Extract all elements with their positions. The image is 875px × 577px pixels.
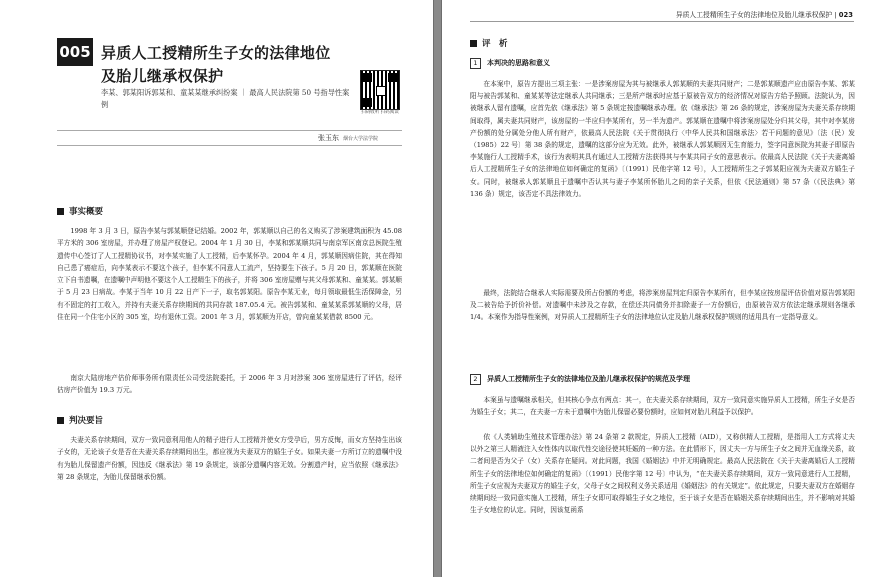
section-heading-analysis: 评 析	[470, 37, 508, 49]
running-head: 异质人工授精所生子女的法律地位及胎儿继承权保护 | 023	[675, 11, 853, 19]
facts-paragraph-2: 南京大陆房地产估价师事务所有限责任公司受法院委托，于 2006 年 3 月对涉案 306 室房屋进行了评估，经评估房产价值为 19.3 万元。	[57, 374, 402, 395]
analysis-paragraph-3: 本案虽与遗嘱继承相关，但其核心争点有两点：其一，在夫妻关系存续期间，双方一致同意实施异质人工授精，所生子女是否为婚生子女；其二，在夫妻一方未于遗嘱中为胎儿保留必要份额时，应如何对胎儿利益予以保护。	[470, 396, 855, 417]
holding-paragraph: 夫妻关系存续期间，双方一致同意利用他人的精子进行人工授精并使女方受孕后，男方反悔，而女方坚持生出该子女的，无论该子女是否在夫妻关系存续期间出生，都应视为夫妻双方的婚生子女。如果夫妻一方所订立的遗嘱中没有为胎儿保留遗产份额，因违反《继承法》第 19 条规定，该部分遗嘱内容无效。分割遗产时，应当依照《继承法》第 28 条规定，为胎儿保留继承份额。	[57, 436, 402, 481]
square-bullet-icon	[57, 417, 64, 424]
running-head-title: 异质人工授精所生子女的法律地位及胎儿继承权保护	[675, 11, 833, 19]
divider	[57, 130, 402, 131]
divider	[470, 21, 854, 22]
subsection-heading-1: 1 本判决的思路和意义	[470, 58, 550, 69]
qr-code-icon	[360, 70, 400, 110]
case-title-line-2: 及胎儿继承权保护	[101, 67, 224, 85]
author-affiliation: 烟台大学法学院	[343, 136, 379, 142]
author-line	[318, 133, 378, 143]
case-number-badge: 005	[57, 38, 93, 66]
case-title-line-1: 异质人工授精所生子女的法律地位	[101, 44, 331, 62]
subsection-heading-2: 2 异质人工授精所生子女的法律地位及胎儿继承权保护的规范及学理	[470, 374, 690, 385]
right-page	[441, 0, 875, 577]
facts-paragraph-1: 1998 年 3 月 3 日，原告李某与郭某顺登记结婚。2002 年，郭某顺以自己的名义购买了涉案建筑面积为 45.08 平方米的 306 室房屋，并办理了房屋产权登记。2004 年 1 月 30 日，李某和郭某顺共同与南京军区南京总医院生殖遗传中心签订了人工授精协议书，对李某实施了人工授精，后李某怀孕。2004 年 4 月，郭某顺因病住院，其在得知自己患了癌症后，向李某表示不要这个孩子，但李某不同意人工流产，坚持要生下孩子。5 月 20 日，郭某顺在医院立下自书遗嘱，在遗嘱中声明他不要这个人工授精生下的孩子，并将 306 室房屋赠与其父母郭某和、童某某。郭某顺于 5 月 23 日病故。李某于当年 10 月 22 日产下一子，取名郭某阳。原告李某无业，每月领取最低生活保障金，另有不固定的打工收入，并持有夫妻关系存续期间的共同存款 187.05.4 元。被告郭某和、童某某系郭某顺的父母，居住在同一个住宅小区的 305 室，均有退休工资。2001 年 3 月，郭某顺为开店，曾向童某某借款 8500 元。	[57, 227, 402, 322]
square-bullet-icon	[57, 208, 64, 215]
subsection-number: 2	[470, 374, 481, 385]
case-subtitle: 李某、郭某阳诉郭某和、童某某继承纠纷案 ｜ 最高人民法院第 50 号指导性案例	[101, 88, 350, 109]
square-bullet-icon	[470, 40, 477, 47]
page-number: 023	[838, 11, 853, 19]
section-heading-holding: 判决要旨	[57, 414, 103, 426]
analysis-paragraph-1: 在本案中，原告方提出三项主张：一是涉案房屋为其与被继承人郭某顺的夫妻共同财产；二是郭某顺遗产应由原告李某、郭某阳与被告郭某和、童某某等法定继承人共同继承；三是所产继承时应基于原被告双方的经济情况对原告方给予照顾。法院认为，因被继承人留有遗嘱，应首先依《继承法》第 5 条规定按遗嘱继承办理。依《继承法》第 26 条的规定，涉案房屋为夫妻关系存续期间取得，属夫妻共同财产，该房屋的一半应归李某所有，另一半为遗产。郭某顺在遗嘱中将涉案房屋处分归其父母，其中对李某房产份额的处分属处分他人所有财产，依最高人民法院《关于贯彻执行〈中华人民共和国继承法〉若干问题的意见》〔法（民）发（1985）22 号〕第 38 条的规定，遗嘱的这部分应为无效。此外，被继承人郭某顺因无生育能力，签字同意医院为其妻子即原告李某施行人工授精手术，该行为表明其具有通过人工授精方法获得其与李某共同子女的意思表示。依最高人民法院《关于夫妻离婚后人工授精所生子女的法律地位如何确定的复函》〔（1991）民他字第 12 号〕，人工授精所生之子郭某阳应视为夫妻双方婚生子女。同时，被继承人郭某顺且于遗嘱中否认其与妻子李某所怀胎儿之间的亲子关系，但依《民法通则》第 57 条（《民法典》第 136 条）规定，该否定不具法律效力。	[470, 80, 855, 198]
left-page	[0, 0, 434, 577]
author-name: 张玉东	[318, 134, 339, 142]
qr-caption: 扫码收听 扫码阅读	[361, 110, 399, 115]
divider	[57, 145, 402, 146]
subsection-number: 1	[470, 58, 481, 69]
analysis-paragraph-4: 依《人类辅助生殖技术管理办法》第 24 条第 2 款规定，异质人工授精（AID），又称供精人工授精，是指用人工方式将丈夫以外之第三人精液注入女性体内以取代性交途径使其妊娠的一种方法。在此情形下，因丈夫一方与所生子女之间并无血缘关系，故二者间是否为父子（女）关系存在疑问。对此问题，我国《婚姻法》中并无明确规定。最高人民法院在《关于夫妻离婚后人工授精所生子女的法律地位如何确定的复函》〔（1991）民他字第 12 号〕中认为，“在夫妻关系存续期间，双方一致同意进行人工授精，所生子女应视为夫妻双方的婚生子女，父母子女之间权利义务关系适用《婚姻法》的有关规定”。依此规定，只要夫妻双方在婚姻存续期间经一致同意实施人工授精，所生子女即可取得婚生子女之地位，至于该子女是否在婚姻关系存续期间出生，并不影响对其婚生子女地位的认定。同时，因该复函系	[470, 433, 855, 515]
section-heading-facts: 事实概要	[57, 205, 103, 217]
analysis-paragraph-2: 最终，法院结合继承人实际需要及所占份额的考虑，将涉案房屋判定归原告李某所有，但李某应按房屋评估价值对原告郭某阳及二被告给予折价补偿。对遗嘱中未涉及之存款，在偿还共同债务并扣除妻子一方份额后，由原被告双方依法定继承规则各继承 1/4。本案作为指导性案例，对异质人工授精所生子女的法律地位认定及胎儿继承权保护规则的适用具有一定指导意义。	[470, 289, 855, 322]
